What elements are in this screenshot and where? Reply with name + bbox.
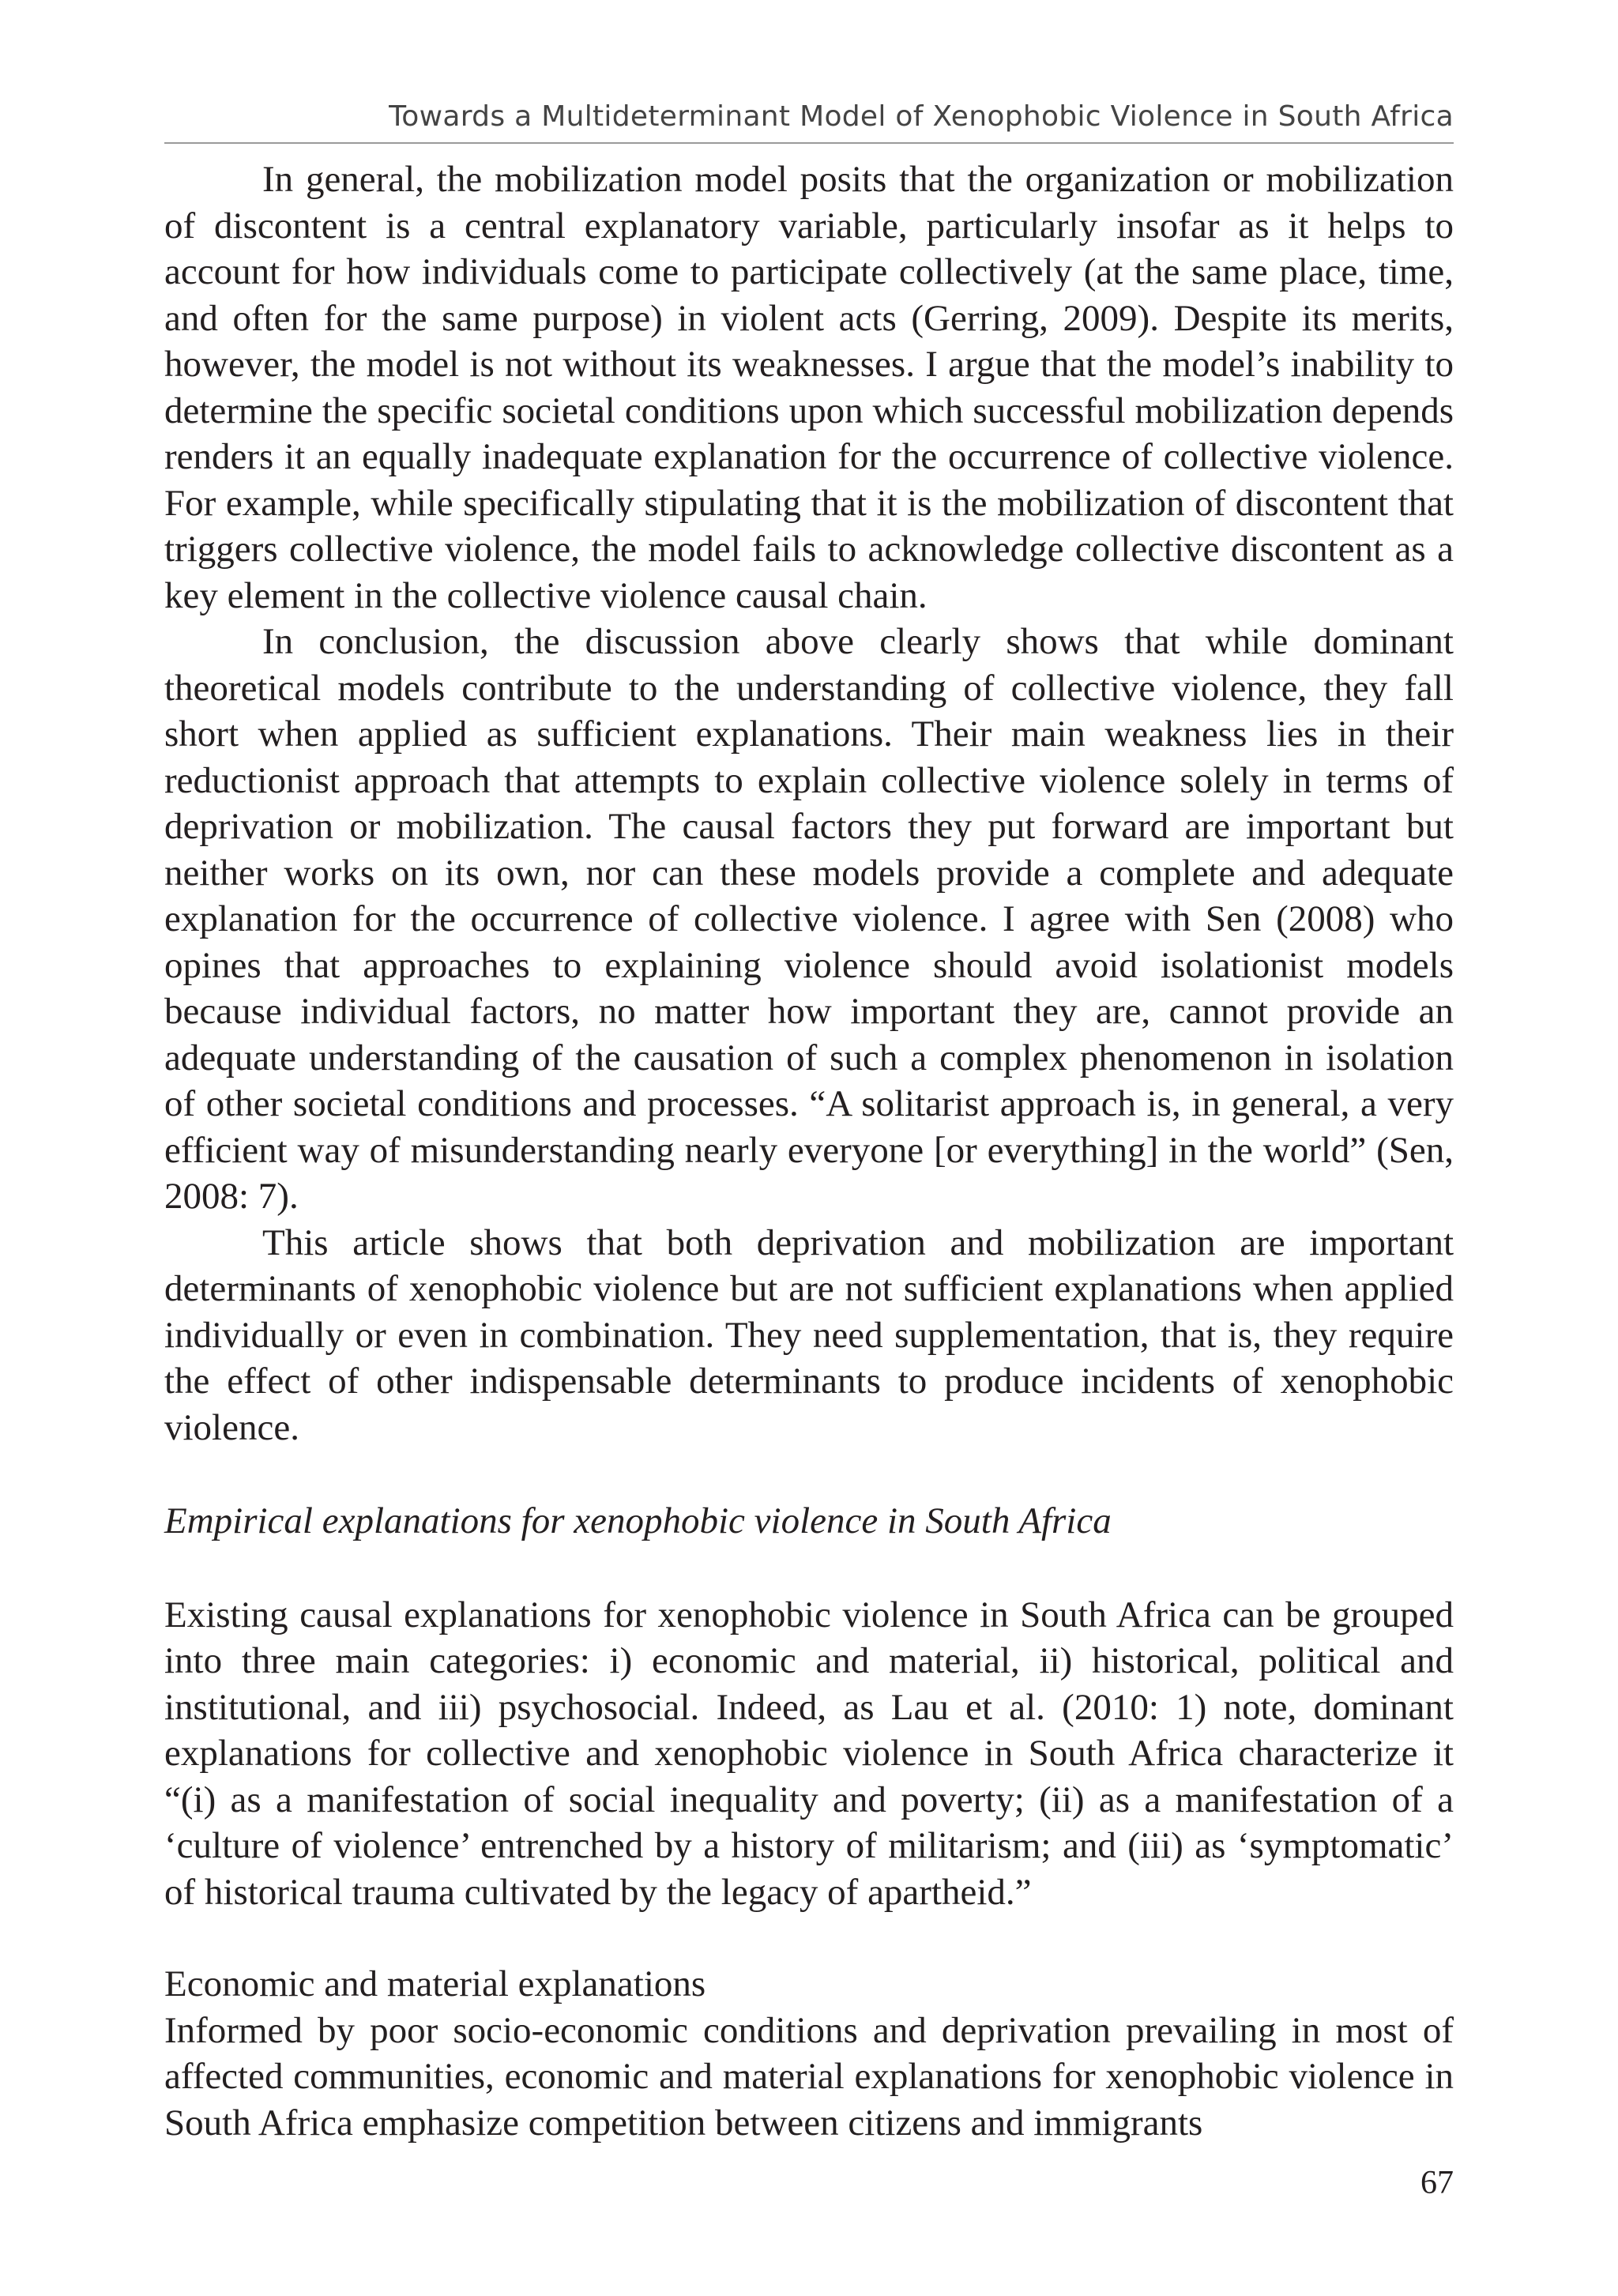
page-number: 67 (1420, 2165, 1454, 2201)
subsection-heading: Economic and material explanations (164, 1963, 706, 2004)
paragraph-existing-explanations: Existing causal explanations for xenophobic violence in South Africa can be grouped into three main categories: i) economic and material, ii) historical, political and institutional, and iii) psychosocial. Indeed, as Lau et al. (2010: 1) note, dominant explanations for collective and xenophobic violence in South Africa characterize it “(i) as a manifestation of social inequality and poverty; (ii) as a manifestation of a ‘culture of violence’ entrenched by a history of militarism; and (iii) as ‘symptomatic’ of historical trauma cultivated by the legacy of apartheid.” (164, 1594, 1454, 1913)
paragraph-article-argument: This article shows that both deprivation and mobilization are important determinants of xenophobic violence but are not sufficient explanations when applied individually or even in combination. They need supplementation, that is, they require the effect of other indispensable determinants to produce incidents of xenophobic violence. (164, 1221, 1454, 1448)
section-heading: Empirical explanations for xenophobic violence in South Africa (164, 1500, 1112, 1541)
running-header: Towards a Multideterminant Model of Xenophobic Violence in South Africa (389, 100, 1454, 133)
paragraph-conclusion: In conclusion, the discussion above clearly shows that while dominant theoretical models contribute to the understanding of collective violence, they fall short when applied as sufficient explanations. Their main weakness lies in their reductionist approach that attempts to explain collective violence solely in terms of deprivation or mobilization. The causal factors they put forward are important but neither works on its own, nor can these models provide a complete and adequate explanation for the occurrence of collective violence. I agree with Sen (2008) who opines that approaches to explaining violence should avoid isolationist models because individual factors, no matter how important they are, cannot provide an adequate understanding of the causation of such a complex phenomenon in isolation of other societal conditions and processes. “A solitarist approach is, in general, a very efficient way of misunderstanding nearly everyone [or everything] in the world” (Sen, 2008: 7). (164, 621, 1454, 1217)
header-rule (164, 142, 1454, 144)
paragraph-economic-explanations: Informed by poor socio-economic conditions and deprivation prevailing in most of affected communities, economic and material explanations for xenophobic violence in South Africa emphasize competition between citizens and immigrants (164, 2009, 1454, 2144)
body-text (164, 156, 1454, 2146)
paragraph-mobilization-model: In general, the mobilization model posits that the organization or mobilization of discontent is a central explanatory variable, particularly insofar as it helps to account for how individuals come to participate collectively (at the same place, time, and often for the same purpose) in violent acts (Gerring, 2009). Despite its merits, however, the model is not without its weaknesses. I argue that the model’s inability to determine the specific societal conditions upon which successful mobilization depends renders it an equally inadequate explanation for the occurrence of collective violence. For example, while specifically stipulating that it is the mobilization of discontent that triggers collective violence, the model fails to acknowledge collective discontent as a key element in the collective violence causal chain. (164, 159, 1454, 616)
